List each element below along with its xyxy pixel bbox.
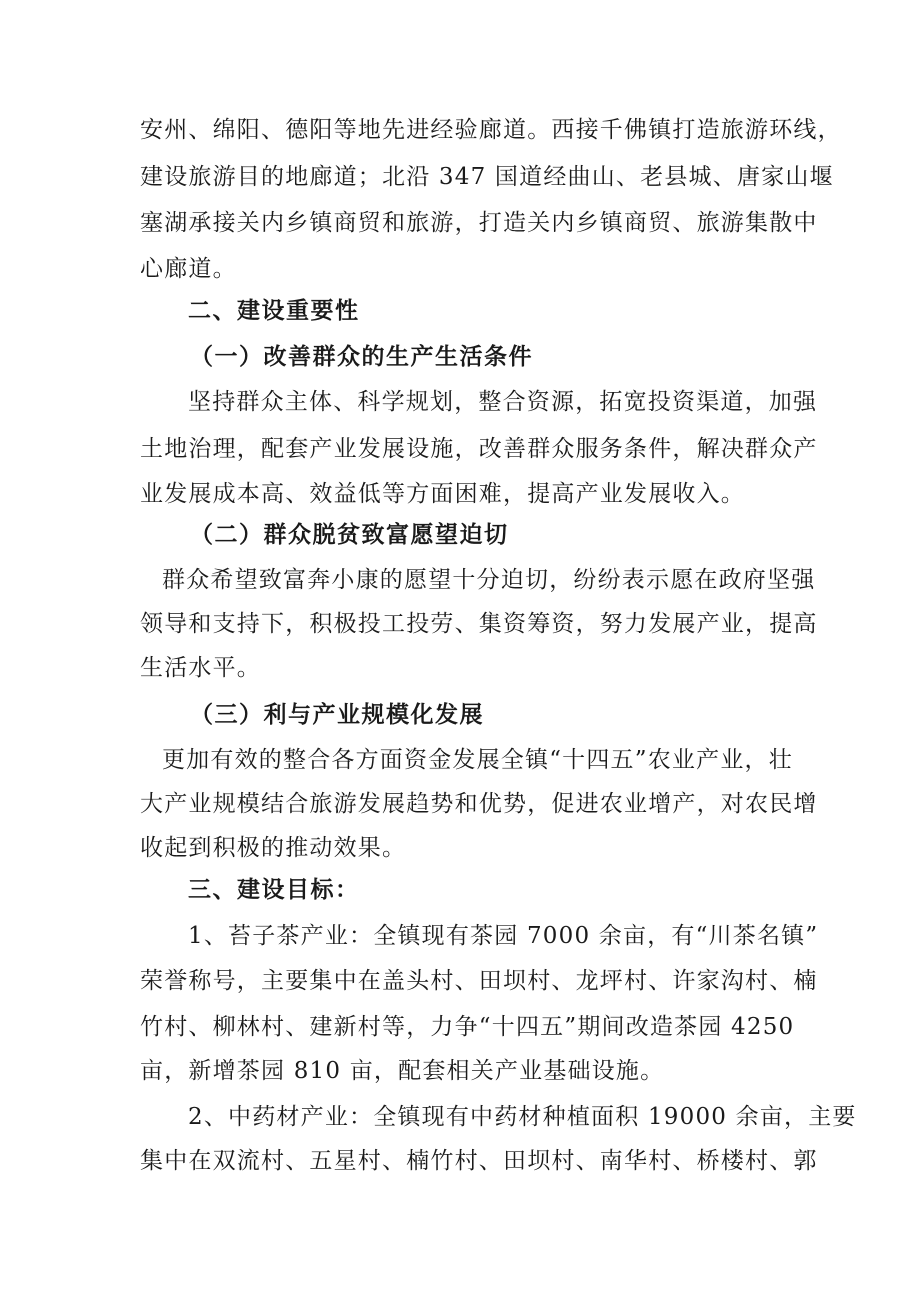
section-heading: 三、建设目标： — [188, 877, 360, 903]
subsection-heading: （二）群众脱贫致富愿望迫切 — [190, 522, 509, 548]
body-text-line: 土地治理，配套产业发展设施，改善群众服务条件，解决群众产 — [140, 436, 818, 462]
body-text-line: 1、苔子茶产业：全镇现有茶园 7000 余亩，有“川茶名镇” — [188, 923, 819, 949]
section-heading: 二、建设重要性 — [188, 298, 360, 324]
body-text-line: 业发展成本高、效益低等方面困难，提高产业发展收入。 — [140, 481, 745, 507]
body-text-line: 心廊道。 — [140, 256, 237, 282]
body-text-line: 2、中药材产业：全镇现有中药材种植面积 19000 余亩，主要 — [188, 1104, 857, 1130]
body-text-line: 建设旅游目的地廊道；北沿 347 国道经曲山、老县城、唐家山堰 — [140, 164, 834, 190]
body-text-line: 坚持群众主体、科学规划，整合资源，拓宽投资渠道，加强 — [188, 389, 818, 415]
body-text-line: 大产业规模结合旅游发展趋势和优势，促进农业增产，对农民增 — [140, 791, 818, 817]
body-text-line: 竹村、柳林村、建新村等，力争“十四五”期间改造茶园 4250 — [140, 1014, 795, 1040]
subsection-heading: （一）改善群众的生产生活条件 — [190, 344, 533, 370]
subsection-heading: （三）利与产业规模化发展 — [190, 702, 484, 728]
body-text-line: 塞湖承接关内乡镇商贸和旅游，打造关内乡镇商贸、旅游集散中 — [140, 210, 818, 236]
body-text-line: 群众希望致富奔小康的愿望十分迫切，纷纷表示愿在政府坚强 — [162, 567, 816, 593]
body-text-line: 生活水平。 — [140, 655, 261, 681]
body-text-line: 领导和支持下，积极投工投劳、集资筹资，努力发展产业，提高 — [140, 611, 818, 637]
body-text-line: 亩，新增茶园 810 亩，配套相关产业基础设施。 — [140, 1058, 665, 1084]
body-text-line: 更加有效的整合各方面资金发展全镇“十四五”农业产业，壮 — [162, 747, 793, 773]
body-text-line: 荣誉称号，主要集中在盖头村、田坝村、龙坪村、许家沟村、楠 — [140, 968, 818, 994]
body-text-line: 收起到积极的推动效果。 — [140, 835, 407, 861]
body-text-line: 集中在双流村、五星村、楠竹村、田坝村、南华村、桥楼村、郭 — [140, 1148, 818, 1174]
body-text-line: 安州、绵阳、德阳等地先进经验廊道。西接千佛镇打造旅游环线， — [140, 117, 842, 143]
